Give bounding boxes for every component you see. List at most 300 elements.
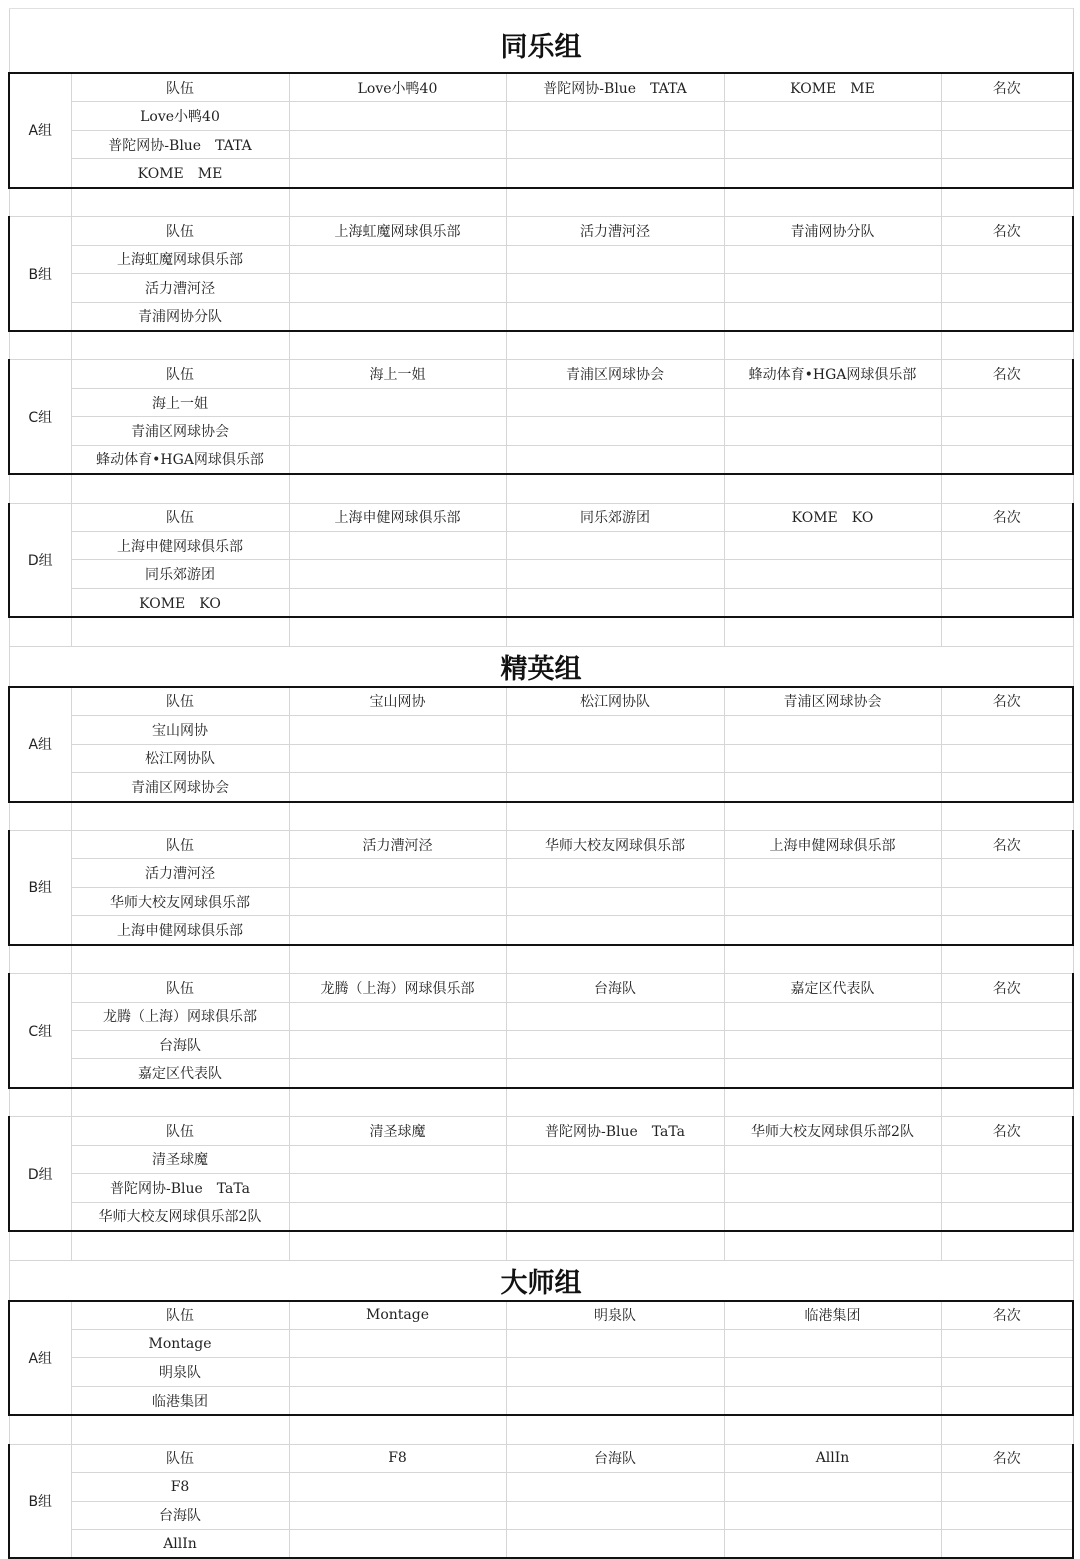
score-cell[interactable] <box>506 1174 724 1202</box>
rank-cell[interactable] <box>941 417 1073 445</box>
rank-cell[interactable] <box>941 1202 1073 1231</box>
score-cell[interactable] <box>289 159 506 188</box>
empty-cell <box>289 331 506 360</box>
rank-cell[interactable] <box>941 302 1073 331</box>
team-name: 上海申健网球俱乐部 <box>71 916 289 945</box>
score-cell[interactable] <box>506 1031 724 1059</box>
score-cell[interactable] <box>724 274 941 302</box>
opponent-header: 青浦网协分队 <box>724 217 941 245</box>
opponent-header: 台海队 <box>506 974 724 1002</box>
group-label: A组 <box>9 1301 71 1416</box>
empty-cell <box>941 1088 1073 1117</box>
spacer-row <box>9 1231 1073 1260</box>
spacer-row <box>9 474 1073 503</box>
empty-cell <box>289 1415 506 1444</box>
empty-cell <box>9 945 71 974</box>
opponent-header: 蜂动体育•HGA网球俱乐部 <box>724 360 941 388</box>
team-row <box>9 1031 1073 1059</box>
score-cell[interactable] <box>289 274 506 302</box>
score-cell[interactable] <box>506 859 724 887</box>
group-label: A组 <box>9 687 71 802</box>
opponent-header: 临港集团 <box>724 1301 941 1330</box>
opponent-header: 清圣球魔 <box>289 1117 506 1145</box>
score-cell[interactable] <box>506 588 724 617</box>
score-cell[interactable] <box>289 560 506 588</box>
team-row <box>9 245 1073 273</box>
rank-cell[interactable] <box>941 859 1073 887</box>
team-name: 青浦网协分队 <box>71 302 289 331</box>
empty-cell <box>9 1088 71 1117</box>
score-cell[interactable] <box>289 916 506 945</box>
score-cell[interactable] <box>506 1501 724 1529</box>
score-cell[interactable] <box>289 388 506 416</box>
empty-cell <box>289 617 506 646</box>
team-row <box>9 1145 1073 1173</box>
team-row <box>9 417 1073 445</box>
team-row <box>9 887 1073 915</box>
team-name: 龙腾（上海）网球俱乐部 <box>71 1002 289 1030</box>
team-column-header: 队伍 <box>71 1301 289 1330</box>
score-cell[interactable] <box>506 1145 724 1173</box>
score-cell[interactable] <box>506 159 724 188</box>
team-row <box>9 1358 1073 1386</box>
opponent-header: 台海队 <box>506 1444 724 1472</box>
score-cell[interactable] <box>506 130 724 158</box>
opponent-header: 上海申健网球俱乐部 <box>724 830 941 858</box>
rank-cell[interactable] <box>941 388 1073 416</box>
rank-header: 名次 <box>941 1117 1073 1145</box>
team-row <box>9 773 1073 802</box>
empty-cell <box>9 1231 71 1260</box>
spacer-row <box>9 617 1073 646</box>
rank-header: 名次 <box>941 360 1073 388</box>
team-name: 华师大校友网球俱乐部 <box>71 887 289 915</box>
empty-cell <box>506 617 724 646</box>
score-cell[interactable] <box>289 887 506 915</box>
opponent-header: 龙腾（上海）网球俱乐部 <box>289 974 506 1002</box>
team-row <box>9 302 1073 331</box>
score-cell[interactable] <box>724 1002 941 1030</box>
empty-cell <box>289 1088 506 1117</box>
spacer-row <box>9 1415 1073 1444</box>
empty-cell <box>71 331 289 360</box>
section-title-row <box>9 646 1073 687</box>
empty-cell <box>724 1088 941 1117</box>
score-cell[interactable] <box>724 1358 941 1386</box>
rank-cell[interactable] <box>941 245 1073 273</box>
rank-cell[interactable] <box>941 532 1073 560</box>
empty-cell <box>9 474 71 503</box>
team-row <box>9 716 1073 744</box>
team-column-header: 队伍 <box>71 687 289 716</box>
section-title-row <box>9 9 1073 74</box>
score-cell[interactable] <box>506 773 724 802</box>
score-cell[interactable] <box>289 302 506 331</box>
group-header-row <box>9 1444 1073 1472</box>
score-cell[interactable] <box>506 1473 724 1501</box>
team-row <box>9 1174 1073 1202</box>
opponent-header: 宝山网协 <box>289 687 506 716</box>
opponent-header: 松江网协队 <box>506 687 724 716</box>
score-cell[interactable] <box>724 773 941 802</box>
score-cell[interactable] <box>506 388 724 416</box>
empty-cell <box>941 617 1073 646</box>
group-header-row <box>9 1301 1073 1330</box>
empty-cell <box>71 617 289 646</box>
team-name: 台海队 <box>71 1031 289 1059</box>
score-cell[interactable] <box>724 302 941 331</box>
opponent-header: 上海虹魔网球俱乐部 <box>289 217 506 245</box>
rank-cell[interactable] <box>941 102 1073 130</box>
score-cell[interactable] <box>289 859 506 887</box>
team-column-header: 队伍 <box>71 360 289 388</box>
rank-cell[interactable] <box>941 1174 1073 1202</box>
empty-cell <box>724 802 941 831</box>
empty-cell <box>289 945 506 974</box>
group-header-row <box>9 974 1073 1002</box>
empty-cell <box>941 1415 1073 1444</box>
schedule-table <box>8 8 1074 1559</box>
team-row <box>9 744 1073 772</box>
score-cell[interactable] <box>506 417 724 445</box>
team-name: 普陀网协-Blue TaTa <box>71 1174 289 1202</box>
group-header-row <box>9 830 1073 858</box>
score-cell[interactable] <box>506 445 724 474</box>
score-cell[interactable] <box>724 159 941 188</box>
empty-cell <box>71 945 289 974</box>
empty-cell <box>71 188 289 217</box>
score-cell[interactable] <box>289 1386 506 1415</box>
empty-cell <box>941 188 1073 217</box>
empty-cell <box>506 1088 724 1117</box>
score-cell[interactable] <box>506 245 724 273</box>
team-row <box>9 102 1073 130</box>
score-cell[interactable] <box>289 716 506 744</box>
score-cell[interactable] <box>289 773 506 802</box>
spacer-row <box>9 1088 1073 1117</box>
empty-cell <box>724 1415 941 1444</box>
opponent-header: 普陀网协-Blue TATA <box>506 73 724 102</box>
rank-cell[interactable] <box>941 274 1073 302</box>
score-cell[interactable] <box>506 1202 724 1231</box>
empty-cell <box>289 1231 506 1260</box>
score-cell[interactable] <box>724 916 941 945</box>
group-label: B组 <box>9 217 71 331</box>
score-cell[interactable] <box>289 1002 506 1030</box>
opponent-header: 明泉队 <box>506 1301 724 1330</box>
empty-cell <box>506 945 724 974</box>
section-title: 同乐组 <box>9 9 1073 74</box>
score-cell[interactable] <box>289 417 506 445</box>
score-cell[interactable] <box>289 1473 506 1501</box>
rank-header: 名次 <box>941 503 1073 531</box>
empty-cell <box>941 802 1073 831</box>
group-header-row <box>9 73 1073 102</box>
score-cell[interactable] <box>289 102 506 130</box>
team-row <box>9 916 1073 945</box>
score-cell[interactable] <box>506 532 724 560</box>
opponent-header: AllIn <box>724 1444 941 1472</box>
team-name: 嘉定区代表队 <box>71 1059 289 1088</box>
score-cell[interactable] <box>506 274 724 302</box>
team-name: 海上一姐 <box>71 388 289 416</box>
score-cell[interactable] <box>289 1329 506 1357</box>
score-cell[interactable] <box>289 1358 506 1386</box>
opponent-header: 华师大校友网球俱乐部2队 <box>724 1117 941 1145</box>
score-cell[interactable] <box>724 532 941 560</box>
opponent-header: F8 <box>289 1444 506 1472</box>
spacer-row <box>9 188 1073 217</box>
opponent-header: 上海申健网球俱乐部 <box>289 503 506 531</box>
empty-cell <box>289 802 506 831</box>
team-name: 临港集团 <box>71 1386 289 1415</box>
opponent-header: 活力漕河泾 <box>506 217 724 245</box>
score-cell[interactable] <box>724 1386 941 1415</box>
team-column-header: 队伍 <box>71 73 289 102</box>
rank-cell[interactable] <box>941 1031 1073 1059</box>
score-cell[interactable] <box>724 445 941 474</box>
team-row <box>9 560 1073 588</box>
group-header-row <box>9 360 1073 388</box>
team-column-header: 队伍 <box>71 1117 289 1145</box>
opponent-header: Montage <box>289 1301 506 1330</box>
team-name: 青浦区网球协会 <box>71 417 289 445</box>
score-cell[interactable] <box>724 417 941 445</box>
team-row <box>9 1386 1073 1415</box>
rank-cell[interactable] <box>941 159 1073 188</box>
team-name: 上海申健网球俱乐部 <box>71 532 289 560</box>
rank-cell[interactable] <box>941 130 1073 158</box>
team-name: KOME KO <box>71 588 289 617</box>
empty-cell <box>506 1415 724 1444</box>
score-cell[interactable] <box>506 716 724 744</box>
score-cell[interactable] <box>289 744 506 772</box>
team-row <box>9 859 1073 887</box>
rank-cell[interactable] <box>941 1386 1073 1415</box>
rank-cell[interactable] <box>941 744 1073 772</box>
rank-header: 名次 <box>941 687 1073 716</box>
score-cell[interactable] <box>724 1174 941 1202</box>
team-column-header: 队伍 <box>71 1444 289 1472</box>
rank-cell[interactable] <box>941 1473 1073 1501</box>
score-cell[interactable] <box>724 1059 941 1088</box>
score-cell[interactable] <box>506 1358 724 1386</box>
group-label: C组 <box>9 360 71 474</box>
score-cell[interactable] <box>289 1174 506 1202</box>
team-row <box>9 1329 1073 1357</box>
rank-cell[interactable] <box>941 1329 1073 1357</box>
rank-cell[interactable] <box>941 445 1073 474</box>
group-header-row <box>9 1117 1073 1145</box>
team-row <box>9 1002 1073 1030</box>
empty-cell <box>941 331 1073 360</box>
rank-cell[interactable] <box>941 1501 1073 1529</box>
team-name: KOME ME <box>71 159 289 188</box>
empty-cell <box>9 802 71 831</box>
rank-cell[interactable] <box>941 887 1073 915</box>
score-cell[interactable] <box>724 1031 941 1059</box>
score-cell[interactable] <box>289 588 506 617</box>
team-name: AllIn <box>71 1530 289 1559</box>
team-column-header: 队伍 <box>71 217 289 245</box>
group-label: D组 <box>9 503 71 617</box>
team-row <box>9 388 1073 416</box>
empty-cell <box>289 474 506 503</box>
spacer-row <box>9 945 1073 974</box>
team-name: 华师大校友网球俱乐部2队 <box>71 1202 289 1231</box>
score-cell[interactable] <box>724 102 941 130</box>
team-row <box>9 588 1073 617</box>
empty-cell <box>506 188 724 217</box>
opponent-header: KOME ME <box>724 73 941 102</box>
team-row <box>9 1473 1073 1501</box>
team-column-header: 队伍 <box>71 503 289 531</box>
score-cell[interactable] <box>506 916 724 945</box>
opponent-header: 嘉定区代表队 <box>724 974 941 1002</box>
team-name: 同乐郊游团 <box>71 560 289 588</box>
team-name: 上海虹魔网球俱乐部 <box>71 245 289 273</box>
spacer-row <box>9 802 1073 831</box>
group-header-row <box>9 687 1073 716</box>
score-cell[interactable] <box>506 1329 724 1357</box>
empty-cell <box>724 474 941 503</box>
score-cell[interactable] <box>724 388 941 416</box>
score-cell[interactable] <box>724 1473 941 1501</box>
opponent-header: 普陀网协-Blue TaTa <box>506 1117 724 1145</box>
score-cell[interactable] <box>724 1145 941 1173</box>
empty-cell <box>9 331 71 360</box>
empty-cell <box>71 1231 289 1260</box>
empty-cell <box>289 188 506 217</box>
team-name: 普陀网协-Blue TATA <box>71 130 289 158</box>
opponent-header: 同乐郊游团 <box>506 503 724 531</box>
score-cell[interactable] <box>506 102 724 130</box>
empty-cell <box>724 945 941 974</box>
score-cell[interactable] <box>724 887 941 915</box>
group-label: B组 <box>9 830 71 944</box>
team-name: Montage <box>71 1329 289 1357</box>
empty-cell <box>71 802 289 831</box>
team-name: 青浦区网球协会 <box>71 773 289 802</box>
team-column-header: 队伍 <box>71 974 289 1002</box>
score-cell[interactable] <box>724 1202 941 1231</box>
empty-cell <box>724 188 941 217</box>
empty-cell <box>724 331 941 360</box>
rank-cell[interactable] <box>941 1358 1073 1386</box>
score-cell[interactable] <box>506 560 724 588</box>
opponent-header: 海上一姐 <box>289 360 506 388</box>
score-cell[interactable] <box>724 1329 941 1357</box>
group-label: A组 <box>9 73 71 188</box>
score-cell[interactable] <box>289 532 506 560</box>
score-cell[interactable] <box>289 1145 506 1173</box>
team-row <box>9 1202 1073 1231</box>
team-name: 蜂动体育•HGA网球俱乐部 <box>71 445 289 474</box>
rank-header: 名次 <box>941 1444 1073 1472</box>
empty-cell <box>9 188 71 217</box>
team-row <box>9 130 1073 158</box>
rank-header: 名次 <box>941 830 1073 858</box>
empty-cell <box>724 1231 941 1260</box>
score-cell[interactable] <box>506 887 724 915</box>
group-header-row <box>9 503 1073 531</box>
score-cell[interactable] <box>724 859 941 887</box>
team-row <box>9 159 1073 188</box>
group-header-row <box>9 217 1073 245</box>
score-cell[interactable] <box>289 245 506 273</box>
score-cell[interactable] <box>724 744 941 772</box>
team-column-header: 队伍 <box>71 830 289 858</box>
score-cell[interactable] <box>289 1501 506 1529</box>
score-cell[interactable] <box>724 1501 941 1529</box>
score-cell[interactable] <box>724 716 941 744</box>
group-label: C组 <box>9 974 71 1088</box>
score-cell[interactable] <box>724 588 941 617</box>
team-row <box>9 532 1073 560</box>
section-title: 精英组 <box>9 646 1073 687</box>
opponent-header: Love小鸭40 <box>289 73 506 102</box>
team-name: 清圣球魔 <box>71 1145 289 1173</box>
rank-cell[interactable] <box>941 1145 1073 1173</box>
empty-cell <box>941 1231 1073 1260</box>
score-cell[interactable] <box>289 1059 506 1088</box>
rank-cell[interactable] <box>941 916 1073 945</box>
score-cell[interactable] <box>289 1031 506 1059</box>
score-cell[interactable] <box>724 245 941 273</box>
score-cell[interactable] <box>289 1202 506 1231</box>
team-name: 明泉队 <box>71 1358 289 1386</box>
team-name: 宝山网协 <box>71 716 289 744</box>
score-cell[interactable] <box>506 1002 724 1030</box>
rank-header: 名次 <box>941 974 1073 1002</box>
empty-cell <box>506 474 724 503</box>
rank-cell[interactable] <box>941 716 1073 744</box>
score-cell[interactable] <box>506 744 724 772</box>
empty-cell <box>9 1415 71 1444</box>
opponent-header: 活力漕河泾 <box>289 830 506 858</box>
rank-cell[interactable] <box>941 773 1073 802</box>
team-name: 活力漕河泾 <box>71 859 289 887</box>
rank-header: 名次 <box>941 1301 1073 1330</box>
rank-cell[interactable] <box>941 1059 1073 1088</box>
team-name: 活力漕河泾 <box>71 274 289 302</box>
score-cell[interactable] <box>506 1386 724 1415</box>
score-cell[interactable] <box>724 560 941 588</box>
score-cell[interactable] <box>506 1059 724 1088</box>
team-name: F8 <box>71 1473 289 1501</box>
team-row <box>9 445 1073 474</box>
score-cell[interactable] <box>289 130 506 158</box>
rank-cell[interactable] <box>941 560 1073 588</box>
empty-cell <box>941 945 1073 974</box>
empty-cell <box>71 1088 289 1117</box>
spacer-row <box>9 331 1073 360</box>
opponent-header: 青浦区网球协会 <box>506 360 724 388</box>
rank-cell[interactable] <box>941 1002 1073 1030</box>
rank-header: 名次 <box>941 217 1073 245</box>
empty-cell <box>506 802 724 831</box>
opponent-header: 华师大校友网球俱乐部 <box>506 830 724 858</box>
score-cell[interactable] <box>724 130 941 158</box>
score-cell[interactable] <box>506 302 724 331</box>
empty-cell <box>506 1231 724 1260</box>
group-label: D组 <box>9 1117 71 1231</box>
score-cell[interactable] <box>289 445 506 474</box>
empty-cell <box>724 617 941 646</box>
empty-cell <box>941 474 1073 503</box>
team-name: 台海队 <box>71 1501 289 1529</box>
rank-cell[interactable] <box>941 588 1073 617</box>
